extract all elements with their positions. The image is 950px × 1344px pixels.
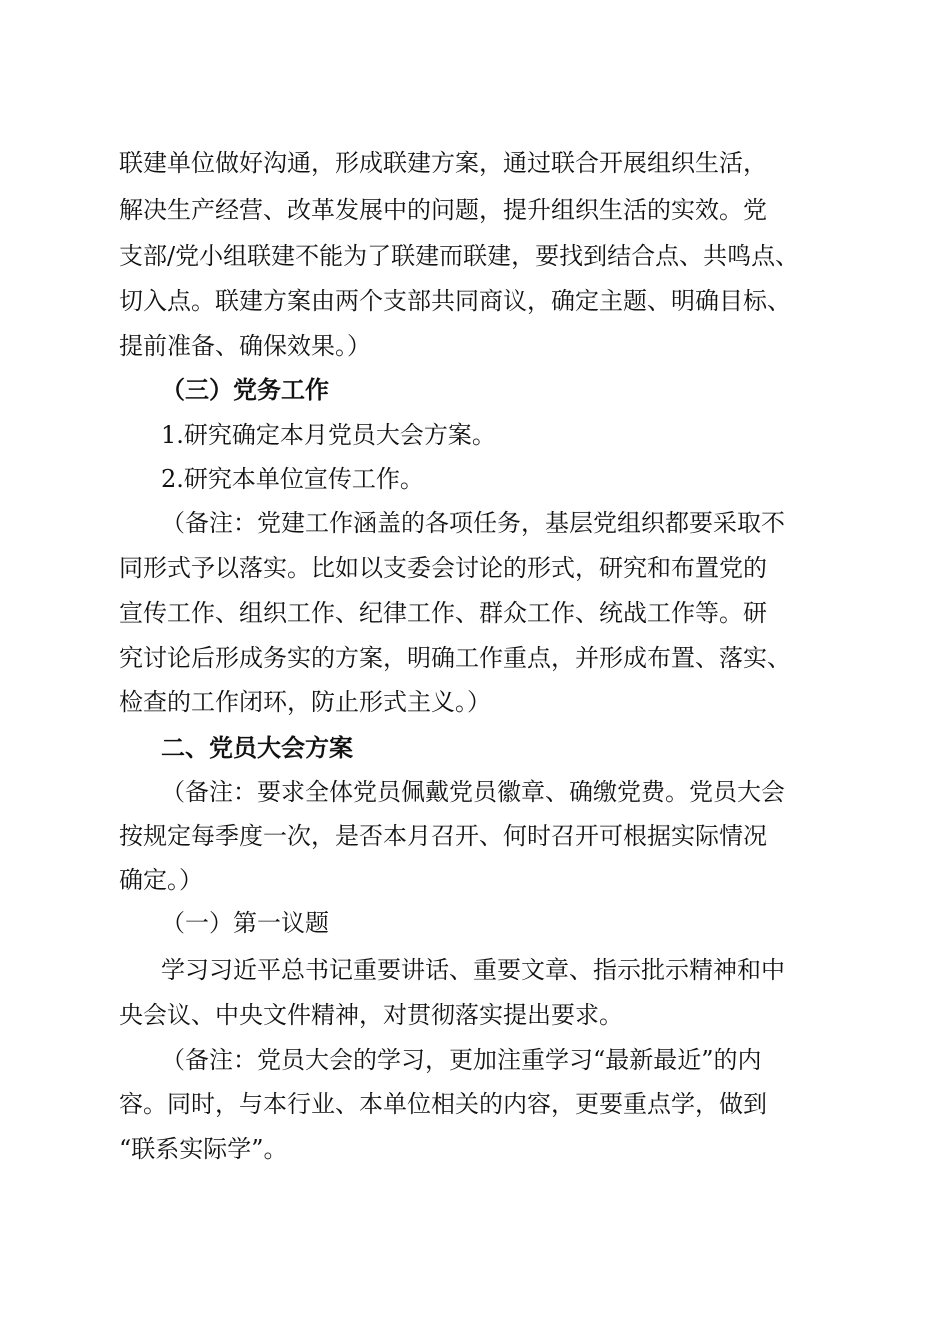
paragraph-line: 提前准备、确保效果。） (119, 332, 371, 360)
note-line: 容。同时，与本行业、本单位相关的内容，更要重点学，做到 (119, 1090, 767, 1118)
note-line: 按规定每季度一次，是否本月召开、何时召开可根据实际情况 (119, 822, 767, 850)
paragraph-line: 联建单位做好沟通，形成联建方案，通过联合开展组织生活， (119, 149, 767, 177)
paragraph-line: 央会议、中央文件精神，对贯彻落实提出要求。 (119, 1001, 623, 1029)
note-line: 宣传工作、组织工作、纪律工作、群众工作、统战工作等。研 (119, 599, 767, 627)
paragraph-line: 切入点。联建方案由两个支部共同商议，确定主题、明确目标、 (119, 287, 791, 315)
list-item: 2.研究本单位宣传工作。 (161, 465, 424, 493)
paragraph-line: 学习习近平总书记重要讲话、重要文章、指示批示精神和中 (161, 956, 785, 984)
note-line: 检查的工作闭环，防止形式主义。） (119, 688, 491, 716)
paragraph-line: 解决生产经营、改革发展中的问题，提升组织生活的实效。党 (119, 196, 767, 224)
list-item: 1.研究确定本月党员大会方案。 (161, 421, 496, 449)
note-line: 究讨论后形成务实的方案，明确工作重点，并形成布置、落实、 (119, 644, 791, 672)
note-line: 同形式予以落实。比如以支委会讨论的形式，研究和布置党的 (119, 554, 767, 582)
subsection-heading: （一）第一议题 (161, 909, 329, 937)
note-line: 确定。） (119, 866, 203, 894)
note-line: （备注：党员大会的学习，更加注重学习“最新最近”的内 (161, 1046, 762, 1074)
paragraph-line: 支部/党小组联建不能为了联建而联建，要找到结合点、共鸣点、 (119, 242, 800, 270)
note-line: （备注：要求全体党员佩戴党员徽章、确缴党费。党员大会 (161, 778, 785, 806)
section-heading: 二、党员大会方案 (161, 734, 353, 762)
section-heading: （三）党务工作 (161, 376, 329, 404)
note-line: （备注：党建工作涵盖的各项任务，基层党组织都要采取不 (161, 509, 785, 537)
note-line: “联系实际学”。 (119, 1135, 288, 1163)
